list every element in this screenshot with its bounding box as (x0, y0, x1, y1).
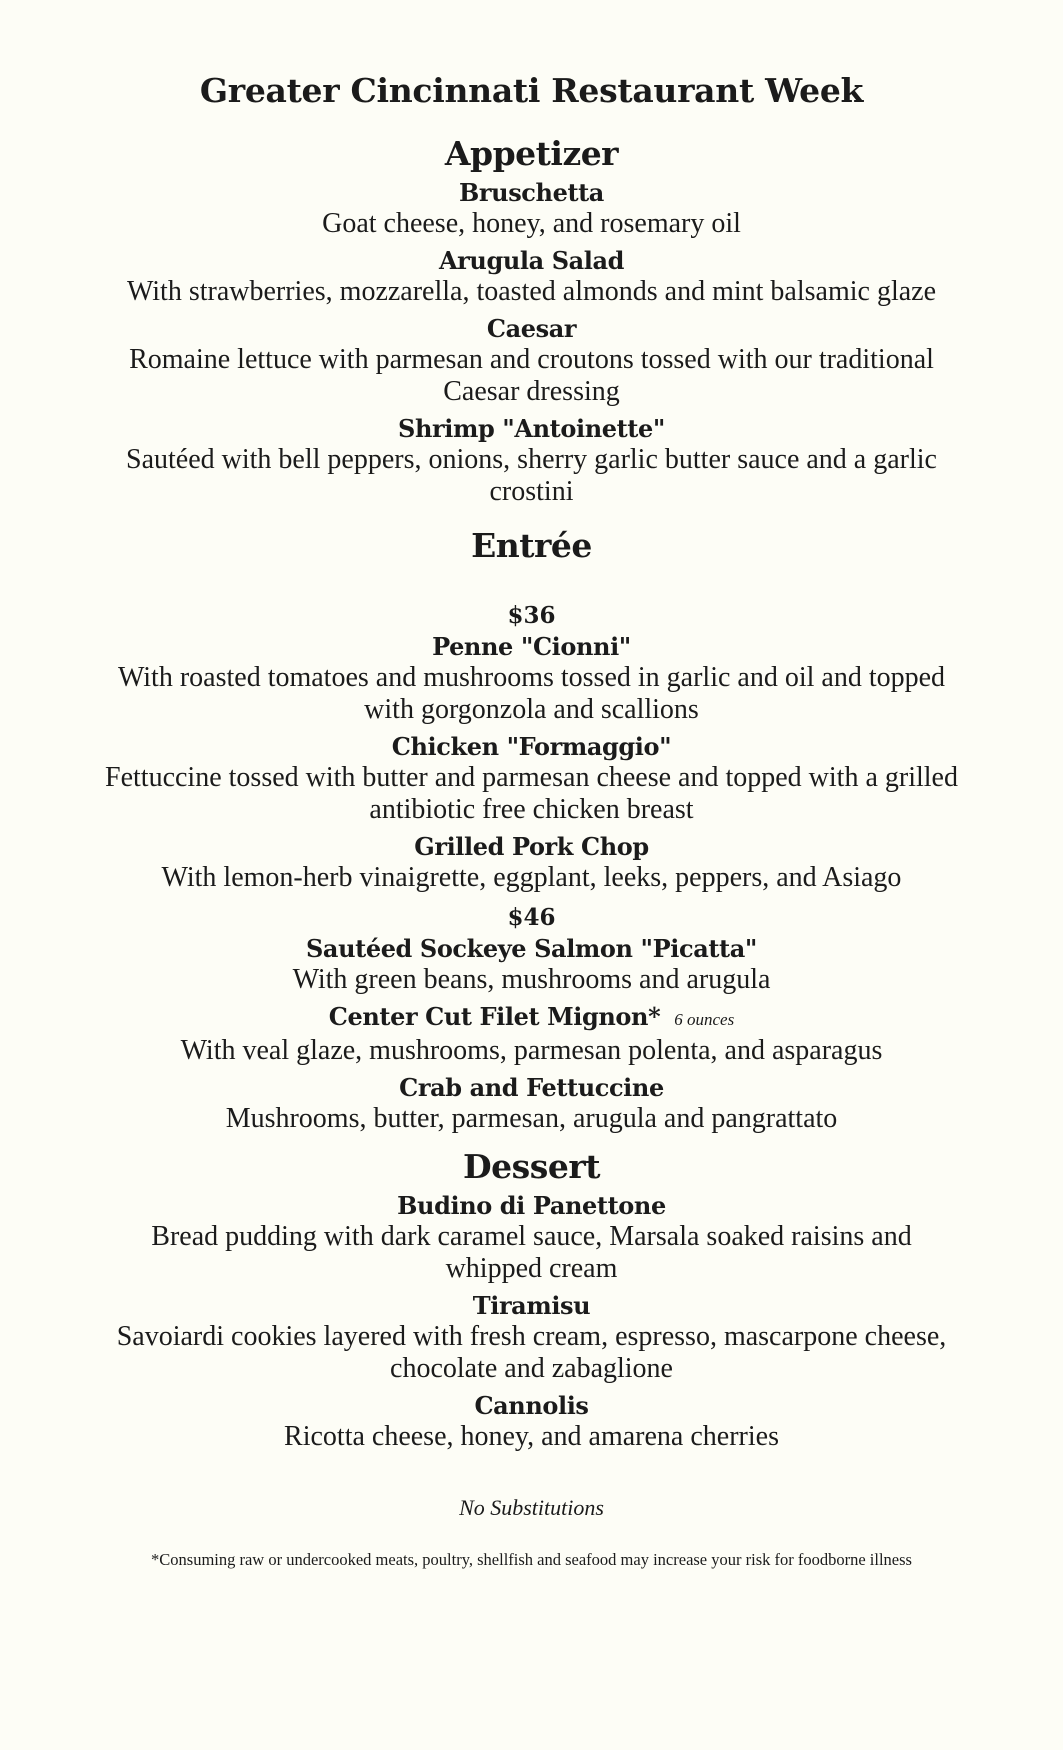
portion-note: 6 ounces (674, 1010, 735, 1029)
item-desc-arugula-salad: With strawberries, mozzarella, toasted almonds and mint balsamic glaze (126, 276, 937, 307)
item-name-grilled-pork-chop: Grilled Pork Chop (414, 832, 649, 861)
item-name-chicken-formaggio: Chicken "Formaggio" (391, 732, 672, 761)
item-desc-filet-mignon: With veal glaze, mushrooms, parmesan polenta, and asparagus (180, 1035, 883, 1066)
item-desc-penne-cionni (67, 662, 997, 726)
item-name-arugula-salad: Arugula Salad (438, 246, 625, 275)
item-name-budino: Budino di Panettone (397, 1191, 666, 1220)
appetizer-section (0, 130, 1063, 508)
item-desc-caesar (67, 344, 997, 408)
entree-heading: Entrée (471, 526, 592, 565)
item-name-crab-fettuccine: Crab and Fettuccine (399, 1073, 664, 1102)
item-desc-crab-fettuccine: Mushrooms, butter, parmesan, arugula and pangrattato (225, 1103, 838, 1134)
item-desc-shrimp-antoinette (67, 444, 997, 508)
item-name-shrimp-antoinette: Shrimp "Antoinette" (398, 414, 665, 443)
item-name-sockeye-salmon: Sautéed Sockeye Salmon "Picatta" (306, 934, 757, 963)
item-desc-tiramisu-line2: chocolate and zabaglione (390, 1353, 673, 1384)
item-desc-sockeye-salmon: With green beans, mushrooms and arugula (292, 964, 771, 995)
item-desc-chicken-line1: Fettuccine tossed with butter and parmesan cheese and topped with a grilled (105, 762, 958, 793)
foodborne-illness-disclaimer: *Consuming raw or undercooked meats, poultry, shellfish and seafood may increase your risk for foodborne illness (151, 1550, 912, 1569)
item-desc-budino (67, 1221, 997, 1285)
item-desc-grilled-pork-chop: With lemon-herb vinaigrette, eggplant, leeks, peppers, and Asiago (161, 862, 902, 893)
price-tier-46: $46 (507, 904, 556, 931)
item-name-filet-mignon-label: Center Cut Filet Mignon* (328, 1002, 661, 1031)
item-desc-budino-line1: Bread pudding with dark caramel sauce, Marsala soaked raisins and (151, 1221, 912, 1252)
dessert-section (0, 1143, 1063, 1453)
dessert-heading: Dessert (463, 1147, 600, 1186)
item-desc-bruschetta: Goat cheese, honey, and rosemary oil (322, 208, 741, 239)
item-name-tiramisu: Tiramisu (472, 1291, 591, 1320)
item-desc-penne-line1: With roasted tomatoes and mushrooms tossed in garlic and oil and topped (117, 662, 946, 693)
item-desc-budino-line2: whipped cream (445, 1253, 618, 1284)
item-desc-shrimp-line2: crostini (489, 476, 574, 507)
price-tier-36: $36 (507, 602, 556, 629)
item-desc-tiramisu-line1: Savoiardi cookies layered with fresh cream, espresso, mascarpone cheese, (116, 1321, 947, 1352)
item-desc-chicken-line2: antibiotic free chicken breast (369, 794, 694, 825)
item-name-filet-mignon (0, 1002, 1063, 1035)
appetizer-heading: Appetizer (444, 134, 619, 173)
no-substitutions-note: No Substitutions (459, 1495, 604, 1520)
menu-title: Greater Cincinnati Restaurant Week (199, 71, 864, 110)
item-desc-caesar-line2: Caesar dressing (443, 376, 620, 407)
item-name-cannolis: Cannolis (474, 1391, 589, 1420)
item-name-bruschetta: Bruschetta (459, 178, 604, 207)
item-desc-caesar-line1: Romaine lettuce with parmesan and croutons tossed with our traditional (129, 344, 934, 375)
item-desc-shrimp-line1: Sautéed with bell peppers, onions, sherry garlic butter sauce and a garlic (126, 444, 937, 475)
item-name-caesar: Caesar (486, 314, 577, 343)
item-desc-penne-line2: with gorgonzola and scallions (364, 694, 699, 725)
entree-section (0, 522, 1063, 1135)
item-name-penne-cionni: Penne "Cionni" (432, 632, 631, 661)
item-desc-tiramisu (67, 1321, 997, 1385)
item-desc-chicken-formaggio (27, 762, 1037, 826)
item-desc-cannolis: Ricotta cheese, honey, and amarena cherries (284, 1421, 779, 1452)
